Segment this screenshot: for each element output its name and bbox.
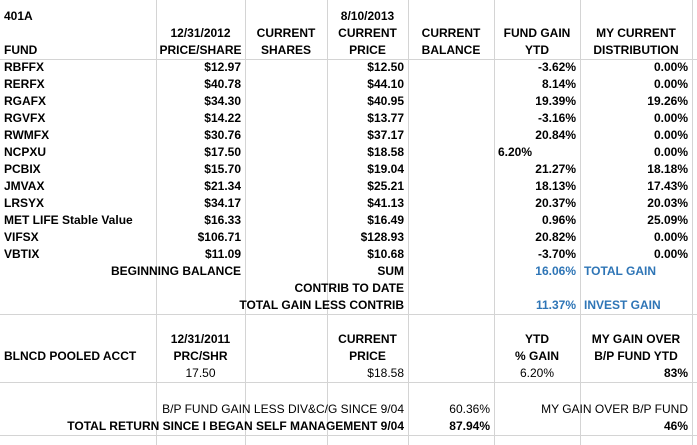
gain-cell[interactable]: 20.84%: [535, 128, 576, 142]
header-row-1: [0, 25, 697, 42]
price-now-cell[interactable]: $40.95: [367, 94, 404, 108]
header-current-price[interactable]: CURRENT: [338, 26, 397, 40]
fund-name-cell[interactable]: VBTIX: [4, 247, 40, 261]
header-current-balance[interactable]: CURRENT: [421, 26, 481, 40]
gain-cell[interactable]: 20.37%: [535, 196, 576, 210]
header-date-2013[interactable]: 8/10/2013: [340, 9, 395, 23]
price-2012-cell[interactable]: $106.71: [197, 230, 241, 244]
price-now-cell[interactable]: $19.04: [367, 162, 404, 176]
beginning-balance-label[interactable]: BEGINNING BALANCE: [110, 264, 241, 278]
table-row: [0, 246, 697, 263]
bp-gain-label[interactable]: B/P FUND GAIN LESS DIV&C/G SINCE 9/04: [162, 402, 404, 416]
sheet-title[interactable]: 401A: [4, 9, 33, 23]
price-2012-cell[interactable]: $16.33: [204, 213, 241, 227]
gain-cell[interactable]: -3.62%: [537, 60, 576, 74]
pooled-ytd[interactable]: YTD: [525, 332, 549, 346]
price-2012-cell[interactable]: $14.22: [204, 111, 241, 125]
price-now-cell[interactable]: $16.49: [367, 213, 404, 227]
fund-name-cell[interactable]: RWMFX: [4, 128, 50, 142]
price-now-cell[interactable]: $13.77: [367, 111, 404, 125]
header-fund-gain[interactable]: FUND GAIN: [503, 26, 571, 40]
total-return-value[interactable]: 87.94%: [449, 419, 490, 433]
header-shares[interactable]: SHARES: [260, 43, 311, 57]
distribution-cell[interactable]: 0.00%: [653, 247, 688, 261]
distribution-cell[interactable]: 0.00%: [653, 145, 688, 159]
fund-name-cell[interactable]: RGVFX: [4, 111, 46, 125]
pooled-values-row: [0, 365, 697, 382]
footer-row-bp-gain: [0, 401, 697, 418]
gain-cell[interactable]: 19.39%: [535, 94, 576, 108]
gain-cell[interactable]: -3.16%: [537, 111, 576, 125]
contrib-to-date-label[interactable]: CONTRIB TO DATE: [294, 281, 404, 295]
total-return-label[interactable]: TOTAL RETURN SINCE I BEGAN SELF MANAGEMENT 9/04: [67, 419, 404, 433]
summary-row-beginning-balance: [0, 263, 697, 280]
pooled-price[interactable]: PRICE: [349, 349, 386, 363]
gain-cell[interactable]: 18.13%: [535, 179, 576, 193]
price-2012-cell[interactable]: $40.78: [204, 77, 241, 91]
my-gain-over-bp-value[interactable]: 46%: [663, 419, 688, 433]
pooled-header-row-1: [0, 331, 697, 348]
my-gain-over-bp-label[interactable]: MY GAIN OVER B/P FUND: [541, 402, 688, 416]
gain-cell[interactable]: 20.82%: [535, 230, 576, 244]
table-row: [0, 212, 697, 229]
gain-cell[interactable]: 6.20%: [498, 145, 533, 159]
distribution-cell[interactable]: 17.43%: [647, 179, 688, 193]
header-date-2012[interactable]: 12/31/2012: [170, 26, 231, 40]
price-2012-cell[interactable]: $17.50: [204, 145, 241, 159]
bp-gain-value[interactable]: 60.36%: [449, 402, 490, 416]
price-now-cell[interactable]: $10.68: [367, 247, 404, 261]
summary-row-contrib: [0, 280, 697, 297]
pooled-date-2011[interactable]: 12/31/2011: [170, 332, 231, 346]
fund-name-cell[interactable]: NCPXU: [4, 145, 47, 159]
table-row: [0, 59, 697, 76]
pooled-header-row-2: [0, 348, 697, 365]
table-row: [0, 229, 697, 246]
distribution-cell[interactable]: 19.26%: [647, 94, 688, 108]
invest-gain-value[interactable]: 11.37%: [535, 298, 576, 312]
header-price[interactable]: PRICE: [349, 43, 386, 57]
distribution-cell[interactable]: 0.00%: [653, 60, 688, 74]
table-row: [0, 93, 697, 110]
row-title: [0, 8, 697, 25]
distribution-cell[interactable]: 0.00%: [653, 77, 688, 91]
gridline: [0, 314, 697, 315]
table-row: [0, 76, 697, 93]
price-now-cell[interactable]: $128.93: [360, 230, 404, 244]
header-distribution[interactable]: DISTRIBUTION: [593, 43, 679, 57]
fund-name-cell[interactable]: MET LIFE Stable Value: [4, 213, 133, 227]
header-ytd[interactable]: YTD: [525, 43, 549, 57]
summary-row-invest-gain: [0, 297, 697, 314]
fund-name-cell[interactable]: JMVAX: [4, 179, 45, 193]
distribution-cell[interactable]: 0.00%: [653, 111, 688, 125]
pooled-my-gain-over[interactable]: MY GAIN OVER: [591, 332, 681, 346]
pooled-ytd-gain-value[interactable]: 6.20%: [519, 366, 555, 380]
gridline: [0, 382, 697, 383]
header-current-shares[interactable]: CURRENT: [256, 26, 316, 40]
header-my-current[interactable]: MY CURRENT: [596, 26, 676, 40]
price-now-cell[interactable]: $41.13: [367, 196, 404, 210]
invest-gain-label[interactable]: INVEST GAIN: [584, 298, 661, 312]
fund-name-cell[interactable]: RERFX: [4, 77, 45, 91]
price-now-cell[interactable]: $44.10: [367, 77, 404, 91]
price-2012-cell[interactable]: $15.70: [204, 162, 241, 176]
table-row: [0, 144, 697, 161]
price-2012-cell[interactable]: $30.76: [204, 128, 241, 142]
price-2012-cell[interactable]: $12.97: [204, 60, 241, 74]
fund-name-cell[interactable]: RGAFX: [4, 94, 46, 108]
pooled-acct-name[interactable]: BLNCD POOLED ACCT: [4, 349, 137, 363]
footer-row-total-return: [0, 418, 697, 435]
price-now-cell[interactable]: $25.21: [367, 179, 404, 193]
distribution-cell[interactable]: 0.00%: [653, 230, 688, 244]
pooled-my-gain-over-value[interactable]: 83%: [663, 366, 688, 380]
price-now-cell[interactable]: $18.58: [367, 145, 404, 159]
pooled-price-now-value[interactable]: $18.58: [367, 366, 404, 380]
gain-cell[interactable]: 0.96%: [541, 213, 576, 227]
header-price-share[interactable]: PRICE/SHARE: [159, 43, 242, 57]
header-balance[interactable]: BALANCE: [421, 43, 481, 57]
total-gain-value[interactable]: 16.06%: [535, 264, 576, 278]
price-2012-cell[interactable]: $21.34: [204, 179, 241, 193]
price-2012-cell[interactable]: $34.30: [204, 94, 241, 108]
table-row: [0, 127, 697, 144]
fund-name-cell[interactable]: VIFSX: [4, 230, 39, 244]
price-now-cell[interactable]: $12.50: [367, 60, 404, 74]
table-row: [0, 195, 697, 212]
gain-cell[interactable]: 8.14%: [541, 77, 576, 91]
price-2012-cell[interactable]: $34.17: [204, 196, 241, 210]
price-2012-cell[interactable]: $11.09: [204, 247, 241, 261]
pooled-pct-gain[interactable]: % GAIN: [514, 349, 559, 363]
pooled-prc-shr[interactable]: PRC/SHR: [173, 349, 228, 363]
header-row-2: [0, 42, 697, 59]
distribution-cell[interactable]: 0.00%: [653, 128, 688, 142]
pooled-price-2011-value[interactable]: 17.50: [185, 366, 216, 380]
total-gain-label[interactable]: TOTAL GAIN: [584, 264, 656, 278]
distribution-cell[interactable]: 20.03%: [647, 196, 688, 210]
total-gain-less-contrib-label[interactable]: TOTAL GAIN LESS CONTRIB: [239, 298, 404, 312]
fund-name-cell[interactable]: RBFFX: [4, 60, 44, 74]
header-fund[interactable]: FUND: [4, 43, 38, 57]
distribution-cell[interactable]: 25.09%: [647, 213, 688, 227]
table-row: [0, 110, 697, 127]
distribution-cell[interactable]: 18.18%: [647, 162, 688, 176]
fund-name-cell[interactable]: LRSYX: [4, 196, 45, 210]
sum-label[interactable]: SUM: [377, 264, 404, 278]
table-row: [0, 178, 697, 195]
gain-cell[interactable]: -3.70%: [537, 247, 576, 261]
price-now-cell[interactable]: $37.17: [367, 128, 404, 142]
gain-cell[interactable]: 21.27%: [535, 162, 576, 176]
gridline: [0, 435, 697, 436]
pooled-bp-fund-ytd[interactable]: B/P FUND YTD: [594, 349, 678, 363]
fund-name-cell[interactable]: PCBIX: [4, 162, 41, 176]
table-row: [0, 161, 697, 178]
pooled-current[interactable]: CURRENT: [338, 332, 397, 346]
